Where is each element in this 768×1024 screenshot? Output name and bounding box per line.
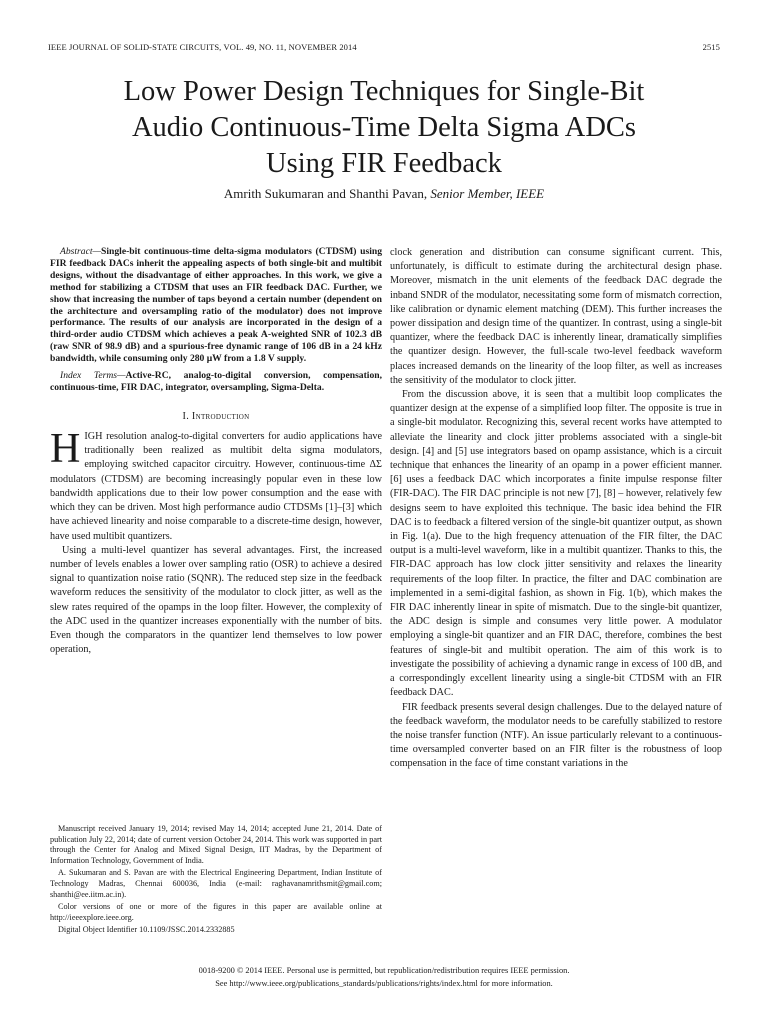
right-paragraph-1: clock generation and distribution can consume significant current. This, unfortunately, is difficult to estimate during the architectural design phase. Moreover, mismatch in the unit elements of the feedback DAC degrade the inband SNDR of the modulator, necessitating some form of mismatch correction, like calibration or dynamic element matching (DEM). This further increases the power dissipation and design time of the quantizer. In contrast, using a single-bit quantizer, where the feedback DAC is inherently linear, dramatically simplifies the quantizer design. However, the full-scale two-level feedback waveform places increased demands on the linearity of the loop filter, as well as increases the sensitivity of the modulator to clock jitter.: [390, 247, 722, 386]
index-terms-paragraph: [50, 370, 382, 394]
footnote-doi: Digital Object Identifier 10.1109/JSSC.2014.2332885: [58, 925, 235, 935]
paper-title: [40, 74, 728, 182]
left-column: [50, 246, 382, 657]
title-line-3: Using FIR Feedback: [266, 148, 502, 179]
copyright-footer: [48, 964, 720, 990]
footnotes: [50, 824, 382, 938]
drop-cap: H: [50, 426, 81, 473]
section-numeral: I.: [182, 410, 190, 422]
title-line-2: Audio Continuous-Time Delta Sigma ADCs: [131, 112, 637, 143]
right-paragraph-3: FIR feedback presents several design challenges. Due to the delayed nature of the feedback waveform, the modulator needs to be carefully stabilized to restore the noise transfer function (NTF). An issue particularly relevant to a continuous-time oversampled converter based on an FIR filter is the robustness of loop compensation in the face of time constant variations in the: [390, 701, 722, 770]
running-header: [48, 42, 720, 52]
intro-paragraph-2: Using a multi-level quantizer has several advantages. First, the increased number of levels enables a lower over sampling ratio (OSR) to achieve a desired signal to quantization noise ratio (SQNR). The reduced step size in the feedback waveform reduces the sensitivity of the modulator to clock jitter, as well as the slew rates required of the opamps in the loop filter. However, the complexity of the ADC used in the quantizer increases exponentially with the number of bits. Even though the comparators in the quantizer lend themselves to low power operation,: [50, 544, 382, 656]
index-terms-lead: Index Terms—: [60, 370, 126, 382]
author-affiliation: Senior Member, IEEE: [430, 186, 545, 201]
author-names: Amrith Sukumaran and Shanthi Pavan,: [223, 186, 428, 201]
abstract-block: [50, 246, 382, 394]
journal-name: IEEE JOURNAL OF SOLID-STATE CIRCUITS, VOL. 49, NO. 11, NOVEMBER 2014: [48, 42, 357, 52]
footnote-manuscript: Manuscript received January 19, 2014; revised May 14, 2014; accepted June 21, 2014. Date of publication July 22, 2014; date of current version October 24, 2014. This work was supported in part through the Center for Analog and Mixed Signal Design, IIT Madras, by the Department of Information Technology, Government of India.: [50, 824, 382, 865]
page-number: 2515: [702, 42, 720, 52]
intro-paragraph-1-text: IGH resolution analog-to-digital converters for audio applications have traditionally been realized as multibit delta sigma modulators, employing switched capacitor circuitry. However, continuous-time ΔΣ modulators (CTDSM) are becoming increasingly popular even in these low bandwidth applications due to their low power consumption and the ease with which they can be driven. Most high performance audio CTDSMs [1]–[3] which have achieved linearity and noise comparable to a discrete-time design, however, have used multibit quantizers.: [50, 431, 382, 542]
abstract-text: Single-bit continuous-time delta-sigma modulators (CTDSM) using FIR feedback DACs inherit the appealing aspects of both single-bit and multibit designs, without the disadvantage of either approaches. In this work, we give a method for stabilizing a CTDSM that uses an FIR feedback DAC. Further, we show that increasing the number of taps beyond a certain number (dependent on the architecture and oversampling ratio of the modulator) does not improve performance. The results of our analysis are incorporated in the design of a third-order audio CTDSM which achieves a peak A-weighted SNR of 102.3 dB (raw SNR of 98.9 dB) and a spurious-free dynamic range of 106 dB in a 24 kHz bandwidth, while consuming only 280 μW from a 1.8 V supply.: [50, 246, 382, 365]
footnote-color: Color versions of one or more of the figures in this paper are available online at http://ieeexplore.ieee.org.: [50, 902, 382, 922]
right-column: [390, 246, 722, 772]
section-name: Introduction: [191, 410, 250, 422]
abstract-paragraph: [50, 246, 382, 365]
footer-line-1: 0018-9200 © 2014 IEEE. Personal use is permitted, but republication/redistribution requires IEEE permission.: [198, 966, 570, 975]
title-line-1: Low Power Design Techniques for Single-Bit: [123, 76, 645, 107]
introduction-text: [50, 426, 382, 657]
section-heading: [50, 410, 382, 424]
abstract-lead: Abstract—: [60, 246, 102, 257]
right-paragraph-2: From the discussion above, it is seen that a multibit loop complicates the quantizer design at the expense of a simplified loop filter. The opposite is true in a single-bit modulator. Recognizing this, several recent works have attempted to alleviate the linearity and clock jitter problems associated with a single-bit design. [4] and [5] use integrators based on opamp assistance, which is a circuit technique that enhances the linearity of an opamp in a power efficient manner. [6] uses a feedback DAC which incorporates a finite impulse response filter (FIR-DAC). The FIR DAC principle is not new [7], [8] – however, relatively few designs seem to have exploited this technique. The basic idea behind the FIR DAC is to feedback a filtered version of the single-bit quantizer output, as shown in Fig. 1(a). Due to the high frequency attenuation of the FIR filter, the DAC output is a multi-level waveform, like in a multibit quantizer. Thanks to this, the FIR-DAC approach has low clock jitter sensitivity and relaxes the linearity requirements of the loop filter. In practice, the filter and DAC combination are implemented in a semi-digital fashion, as shown in Fig. 1(b), which makes the FIR DAC inherently linear in spite of mismatch. Due to the single-bit quantizer, the ADC design is simple and consumes very little power. A modulator employing a single-bit quantizer and an FIR DAC, therefore, combines the best features of single-bit and multibit operation. The aim of this work is to investigate the possibility of achieving a dynamic range in excess of 100 dB, and a correspondingly excellent linearity using a single-bit CTDSM with an FIR feedback DAC.: [390, 389, 722, 699]
intro-paragraph-1: [50, 426, 382, 544]
author-line: [40, 186, 728, 202]
footer-line-2: See http://www.ieee.org/publications_standards/publications/rights/index.html for more information.: [215, 979, 553, 988]
index-terms-text: Active-RC, analog-to-digital conversion, compensation, continuous-time, FIR DAC, integrator, oversampling, Sigma-Delta.: [50, 370, 382, 393]
footnote-authors: A. Sukumaran and S. Pavan are with the Electrical Engineering Department, Indian Institute of Technology Madras, Chennai 600036, India (e-mail: raghavanamrithsmit@gmail.com; shanthi@ee.iitm.ac.in).: [50, 868, 382, 899]
